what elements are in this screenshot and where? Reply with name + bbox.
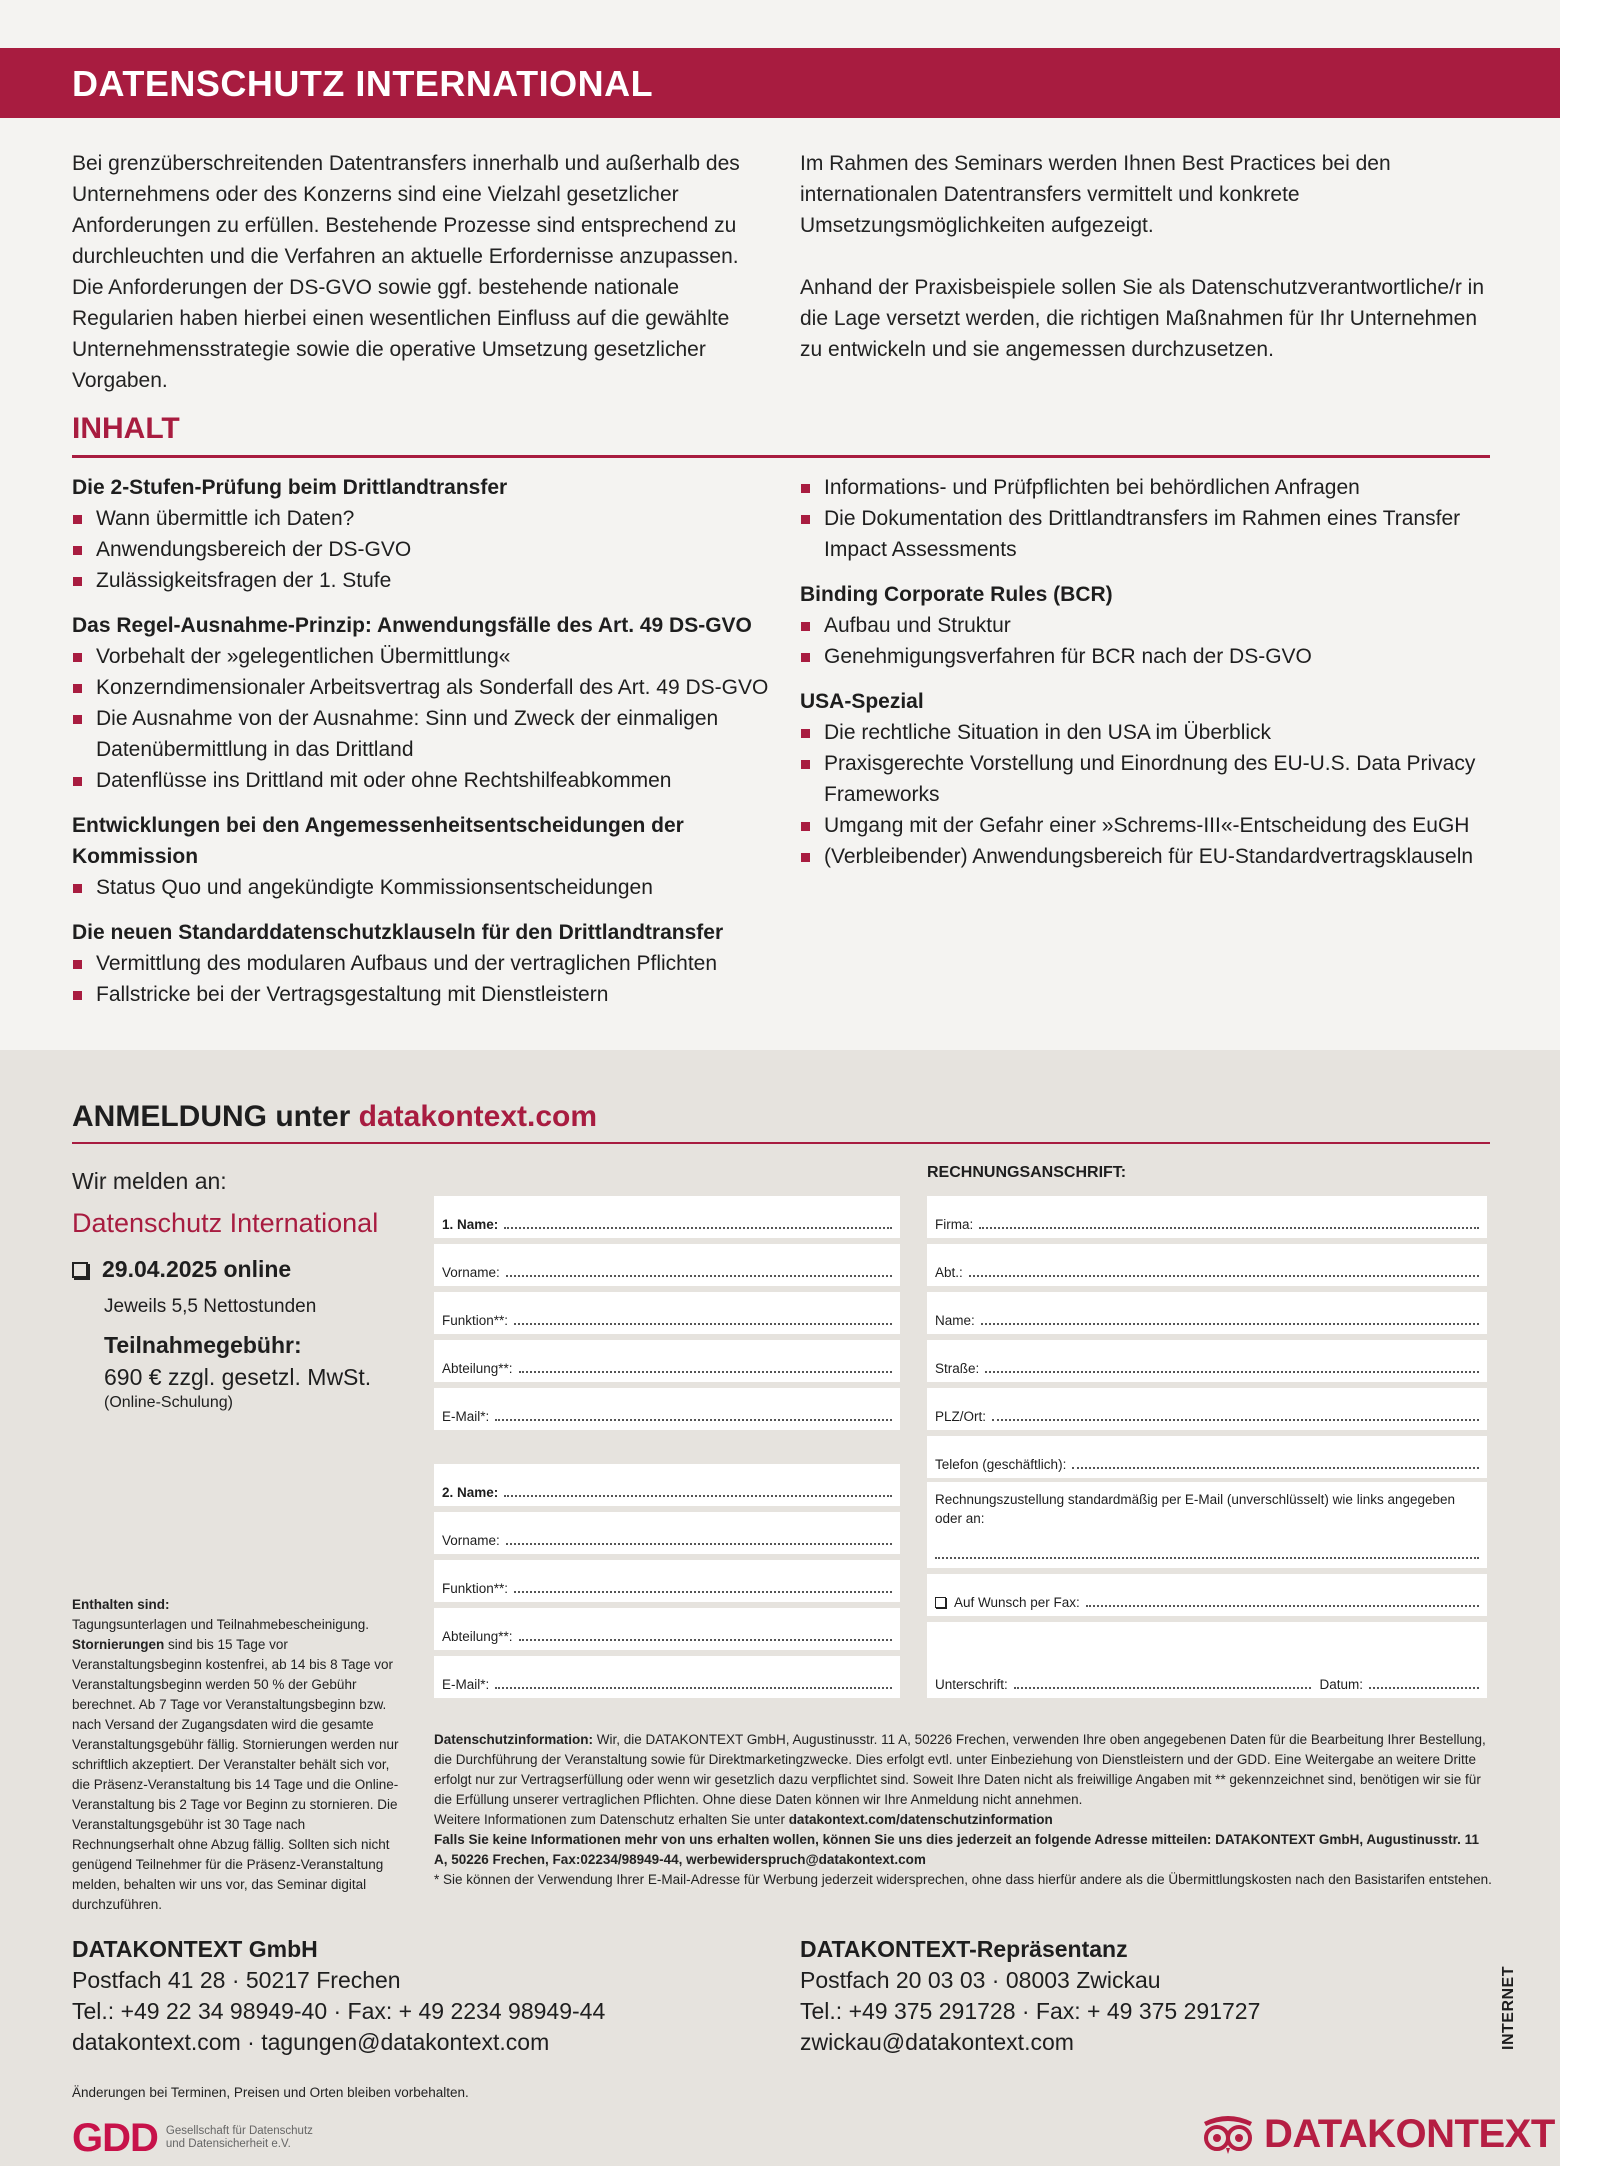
side-label: INTERNET <box>1500 1966 1517 2050</box>
topic <box>72 917 772 1010</box>
header-band <box>0 48 1560 118</box>
field-label: Vorname: <box>442 1533 500 1548</box>
field-label: E-Mail*: <box>442 1677 490 1692</box>
dotted-line <box>981 1323 1479 1325</box>
bullet-item: Wann übermittle ich Daten? <box>72 503 772 534</box>
privacy-more-text: Weitere Informationen zum Datenschutz erhalten Sie unter <box>434 1812 789 1827</box>
bullet-item: Die rechtliche Situation in den USA im Überblick <box>800 717 1500 748</box>
dotted-line <box>969 1275 1479 1277</box>
privacy-link[interactable]: datakontext.com/datenschutzinformation <box>788 1812 1053 1827</box>
bullet-item: Anwendungsbereich der DS-GVO <box>72 534 772 565</box>
date-option[interactable] <box>72 1256 291 1283</box>
registration-heading <box>72 1100 597 1134</box>
strasse-field[interactable] <box>927 1340 1487 1382</box>
bullet-item: Vermittlung des modularen Aufbaus und der vertraglichen Pflichten <box>72 948 772 979</box>
contact-line: Tel.: +49 22 34 98949-40 · Fax: + 49 2234 98949-44 <box>72 1998 606 2024</box>
inhalt-heading: INHALT <box>72 412 180 445</box>
included-info <box>72 1595 402 1915</box>
firma-field[interactable] <box>927 1196 1487 1238</box>
gdd-logo-mark: GDD <box>72 2116 158 2160</box>
disclaimer: Änderungen bei Terminen, Preisen und Orten bleiben vorbehalten. <box>72 2085 469 2100</box>
signature-date-field[interactable] <box>927 1622 1487 1698</box>
fee-note: (Online-Schulung) <box>104 1394 233 1411</box>
topic <box>72 472 772 596</box>
topic-title: Binding Corporate Rules (BCR) <box>800 583 1113 606</box>
objection-notice: Falls Sie keine Informationen mehr von uns erhalten wollen, können Sie uns dies jederzeit an folgende Adresse mitteilen: DATAKONTEXT GmbH, Augustinusstr. 11 A, 50226 Frechen, Fax:02234/98949-44, werbewiderspruch@datakontext.com <box>434 1832 1479 1867</box>
field-label: PLZ/Ort: <box>935 1409 987 1424</box>
invoice-address-heading: RECHNUNGSANSCHRIFT: <box>927 1164 1127 1181</box>
field-label: E-Mail*: <box>442 1409 490 1424</box>
seminar-name: Datenschutz International <box>72 1208 379 1238</box>
hours-text: Jeweils 5,5 Nettostunden <box>104 1296 317 1317</box>
participant1-email-field[interactable] <box>434 1388 900 1430</box>
address-line: Postfach 20 03 03 · 08003 Zwickau <box>800 1967 1161 1993</box>
dotted-line <box>495 1687 892 1689</box>
dotted-line <box>979 1227 1479 1229</box>
bullet-item: Zulässigkeitsfragen der 1. Stufe <box>72 565 772 596</box>
company-address <box>72 1934 605 2058</box>
bullet-item: Die Dokumentation des Drittlandtransfers im Rahmen eines Transfer Impact Assessments <box>800 503 1500 565</box>
field-label: Telefon (geschäftlich): <box>935 1457 1067 1472</box>
divider <box>72 455 1490 458</box>
field-label: Firma: <box>935 1217 974 1232</box>
participant2-email-field[interactable] <box>434 1656 900 1698</box>
topic-title: Entwicklungen bei den Angemessenheitsentscheidungen der Kommission <box>72 814 684 868</box>
privacy-footnote: * Sie können der Verwendung Ihrer E-Mail-Adresse für Werbung jederzeit widersprechen, ohne dass hierfür andere als die Übermittlungskosten nach den Basistarifen entstehen. <box>434 1872 1492 1887</box>
bullet-item: Konzerndimensionaler Arbeitsvertrag als Sonderfall des Art. 49 DS-GVO <box>72 672 772 703</box>
dotted-line <box>1072 1467 1479 1469</box>
topic <box>72 810 772 903</box>
privacy-info <box>434 1730 1494 1890</box>
field-label: Name: <box>935 1313 975 1328</box>
abt-field[interactable] <box>927 1244 1487 1286</box>
topic-title: Das Regel-Ausnahme-Prinzip: Anwendungsfälle des Art. 49 DS-GVO <box>72 614 752 637</box>
field-label: Rechnungszustellung standardmäßig per E-Mail (unverschlüsselt) wie links angegeben oder an: <box>935 1492 1456 1526</box>
topic-title: Die neuen Standarddatenschutzklauseln für den Drittlandtransfer <box>72 921 724 944</box>
topic-title: Die 2-Stufen-Prüfung beim Drittlandtransfer <box>72 476 508 499</box>
participant2-funktion-field[interactable] <box>434 1560 900 1602</box>
intro-left <box>72 148 752 427</box>
field-label <box>935 1595 1080 1610</box>
intro-paragraph: Bei grenzüberschreitenden Datentransfers innerhalb und außerhalb des Unternehmens oder des Konzerns sind eine Vielzahl gesetzlicher Anforderungen zu erfüllen. Bestehende Prozesse sind entsprechend zu durchleuchten und die Verfahren an aktuelle Erfordernisse anzupassen. Die Anforderungen der DS-GVO sowie ggf. bestehende nationale Regularien haben hierbei einen wesentlichen Einfluss auf die gewählte Unternehmensstrategie sowie die operative Umsetzung gesetzlicher Vorgaben. <box>72 152 740 392</box>
participant1-abteilung-field[interactable] <box>434 1340 900 1382</box>
cancellation-terms <box>72 1635 402 1915</box>
cancellation-text: sind bis 15 Tage vor Veranstaltungsbeginn kostenfrei, ab 14 bis 8 Tage vor Veranstaltungsbeginn werden 50 % der Gebühr berechnet. Ab 7 Tage vor Veranstaltungsbeginn bzw. nach Versand der Zugangsdaten wird die gesamte Veranstaltungsgebühr fällig. Stornierungen werden nur schriftlich akzeptiert. Der Veranstalter behält sich vor, die Präsenz-Veranstaltung bis 14 Tage und die Online-Veranstaltung bis 2 Tage vor Beginn zu stornieren. Die Veranstaltungsgebühr ist 30 Tage nach Rechnungserhalt ohne Abzug fällig. Sollten sich nicht genügend Teilnehmer für die Präsenz-Veranstaltung melden, behalten wir uns vor, das Seminar digital durchzuführen. <box>72 1637 399 1912</box>
participant2-abteilung-field[interactable] <box>434 1608 900 1650</box>
intro-paragraph: Anhand der Praxisbeispiele sollen Sie als Datenschutzverantwortliche/r in die Lage versetzt werden, die richtigen Maßnahmen für Ihr Unternehmen zu entwickeln und sie angemessen durchzusetzen. <box>800 276 1485 361</box>
intro-right <box>800 148 1490 396</box>
wir-melden-an-label: Wir melden an: <box>72 1168 227 1194</box>
field-label: Abteilung**: <box>442 1361 513 1376</box>
included-title: Enthalten sind: <box>72 1597 170 1612</box>
dotted-line <box>514 1323 892 1325</box>
fax-label: Auf Wunsch per Fax: <box>954 1595 1080 1610</box>
dotted-line <box>1369 1687 1479 1689</box>
field-label: Funktion**: <box>442 1581 509 1596</box>
bullet-item: Datenflüsse ins Drittland mit oder ohne Rechtshilfeabkommen <box>72 765 772 796</box>
bullet-item: Informations- und Prüfpflichten bei behördlichen Anfragen <box>800 472 1500 503</box>
field-label: 1. Name: <box>442 1217 499 1232</box>
participant1-funktion-field[interactable] <box>434 1292 900 1334</box>
bullet-item: Fallstricke bei der Vertragsgestaltung mit Dienstleistern <box>72 979 772 1010</box>
field-label: 2. Name: <box>442 1485 499 1500</box>
bullet-item: Status Quo und angekündigte Kommissionsentscheidungen <box>72 872 772 903</box>
privacy-text: Wir, die DATAKONTEXT GmbH, Augustinusstr. 11 A, 50226 Frechen, verwenden Ihre oben angegebenen Daten für die Bearbeitung Ihrer Bestellung, die Durchführung der Veranstaltung sowie für Direktmarketingzwecke. Dies erfolgt evtl. unter Einbeziehung von Dienstleistern und der GDD. Eine Weitergabe an weitere Dritte erfolgt nur zur Vertragserfüllung oder wenn wir gesetzlich dazu verpflichtet sind. Soweit Ihre Daten nicht als freiwillige Angaben mit ** gekennzeichnet sind, benötigen wir sie für die Erfüllung unserer vertraglichen Pflichten. Ohne diese Daten können wir Ihre Anmeldung nicht annehmen. <box>434 1732 1486 1807</box>
bullet-item: Vorbehalt der »gelegentlichen Übermittlung« <box>72 641 772 672</box>
invoice-name-field[interactable] <box>927 1292 1487 1334</box>
fax-option-field[interactable] <box>927 1574 1487 1616</box>
bullet-item: Praxisgerechte Vorstellung und Einordnung des EU-U.S. Data Privacy Frameworks <box>800 748 1500 810</box>
dotted-line <box>514 1591 892 1593</box>
date-checkbox[interactable] <box>72 1262 88 1278</box>
signature-label: Unterschrift: <box>935 1677 1008 1692</box>
representation-address <box>800 1934 1260 2058</box>
topic <box>800 686 1500 872</box>
address-line: Postfach 41 28 · 50217 Frechen <box>72 1967 401 1993</box>
date-label: 29.04.2025 online <box>102 1256 292 1282</box>
dotted-line <box>519 1371 892 1373</box>
invoice-email-field[interactable] <box>927 1482 1487 1568</box>
field-label: Vorname: <box>442 1265 500 1280</box>
dotted-line <box>495 1419 892 1421</box>
gdd-logo-line: Gesellschaft für Datenschutz <box>165 2125 313 2137</box>
company-name: DATAKONTEXT GmbH <box>72 1936 318 1962</box>
participant2-name-field[interactable] <box>434 1464 900 1506</box>
bullet-item: Umgang mit der Gefahr einer »Schrems-III«-Entscheidung des EuGH <box>800 810 1500 841</box>
included-text: Tagungsunterlagen und Teilnahmebescheinigung. <box>72 1617 369 1632</box>
fee-value: 690 € zzgl. gesetzl. MwSt. <box>104 1364 372 1390</box>
topic <box>72 610 772 796</box>
email-line[interactable]: zwickau@datakontext.com <box>800 2029 1074 2055</box>
topic-title: USA-Spezial <box>800 690 924 713</box>
gdd-logo <box>72 2118 313 2158</box>
plz-ort-field[interactable] <box>927 1388 1487 1430</box>
dotted-line <box>1014 1687 1312 1689</box>
registration-link[interactable]: datakontext.com <box>358 1100 598 1133</box>
participant2-vorname-field[interactable] <box>434 1512 900 1554</box>
topic <box>800 472 1500 565</box>
company-name: DATAKONTEXT-Repräsentanz <box>800 1936 1128 1962</box>
page-title: DATENSCHUTZ INTERNATIONAL <box>72 63 654 104</box>
inhalt-left-column <box>72 472 772 1024</box>
bullet-item: Die Ausnahme von der Ausnahme: Sinn und Zweck der einmaligen Datenübermittlung in das Drittland <box>72 703 772 765</box>
datakontext-logo <box>1200 2112 1555 2156</box>
topic <box>800 579 1500 672</box>
bullet-item: Aufbau und Struktur <box>800 610 1500 641</box>
intro-paragraph: Im Rahmen des Seminars werden Ihnen Best Practices bei den internationalen Datentransfers vermittelt und konkrete Umsetzungsmöglichkeiten aufgezeigt. <box>800 152 1391 237</box>
field-label: Straße: <box>935 1361 980 1376</box>
participant1-name-field[interactable] <box>434 1196 900 1238</box>
bullet-item: Genehmigungsverfahren für BCR nach der DS-GVO <box>800 641 1500 672</box>
date-label: Datum: <box>1319 1677 1363 1692</box>
privacy-label: Datenschutzinformation: <box>434 1732 594 1747</box>
fee-label: Teilnahmegebühr: <box>104 1332 302 1358</box>
owl-icon <box>1200 2112 1256 2156</box>
cancellation-label: Stornierungen <box>72 1637 165 1652</box>
web-email-line[interactable]: datakontext.com · tagungen@datakontext.com <box>72 2029 550 2055</box>
dotted-line <box>985 1371 1479 1373</box>
bullet-item: (Verbleibender) Anwendungsbereich für EU-Standardvertragsklauseln <box>800 841 1500 872</box>
participant1-vorname-field[interactable] <box>434 1244 900 1286</box>
datakontext-logo-text: DATAKONTEXT <box>1264 2112 1555 2156</box>
divider <box>72 1142 1490 1144</box>
gdd-logo-line: und Datensicherheit e.V. <box>165 2138 291 2150</box>
field-label: Funktion**: <box>442 1313 509 1328</box>
dotted-line <box>506 1275 892 1277</box>
dotted-line <box>519 1639 892 1641</box>
inhalt-right-column <box>800 472 1500 886</box>
dotted-line <box>935 1557 1479 1559</box>
fax-checkbox[interactable] <box>935 1597 946 1608</box>
gdd-logo-text <box>166 2125 313 2151</box>
contact-line: Tel.: +49 375 291728 · Fax: + 49 375 291727 <box>800 1998 1261 2024</box>
field-label: Abteilung**: <box>442 1629 513 1644</box>
field-label: Abt.: <box>935 1265 963 1280</box>
dotted-line <box>506 1543 892 1545</box>
dotted-line <box>504 1495 892 1497</box>
registration-heading-text: ANMELDUNG unter <box>72 1100 359 1133</box>
dotted-line <box>992 1419 1479 1421</box>
telefon-field[interactable] <box>927 1436 1487 1478</box>
dotted-line <box>1086 1605 1479 1607</box>
dotted-line <box>504 1227 892 1229</box>
